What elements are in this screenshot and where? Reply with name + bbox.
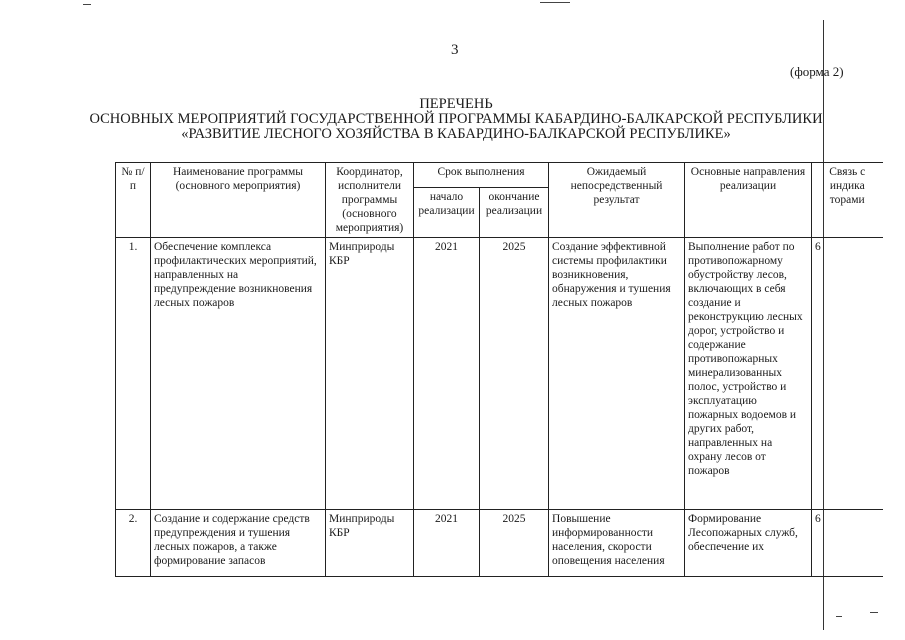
row-directions: Выполнение работ по противопожарному обустройству лесов, включающих в себя создание и реконструкцию лесных дорог, устройство и содержание противопожарных минерализованных полос, устройство и эксплуатацию пожарных водоемов и других работ, направленных на охрану лесов от пожаров [685,238,812,510]
header-name: Наименование программы (основного мероприятия) [151,163,326,238]
measures-table [115,162,883,577]
row-name: Создание и содержание средств предупреждения и тушения лесных пожаров, а также формирование запасов [151,510,326,577]
row-start: 2021 [414,510,480,577]
row-num: 2. [116,510,151,577]
title-line-3: «РАЗВИТИЕ ЛЕСНОГО ХОЗЯЙСТВА В КАБАРДИНО-БАЛКАРСКОЙ РЕСПУБЛИКЕ» [181,126,731,142]
scan-speck [870,612,878,613]
row-expected: Создание эффективной системы профилактики возникновения, обнаружения и тушения лесных пожаров [549,238,685,510]
header-links: Связь с индика торами [812,163,883,238]
row-coordinator: Минприроды КБР [326,238,414,510]
header-end: окончание реализации [480,188,549,238]
row-end: 2025 [480,510,549,577]
header-row [116,163,883,188]
row-directions: Формирование Лесопожарных служб, обеспечение их [685,510,812,577]
row-expected: Повышение информированности населения, скорости оповещения населения [549,510,685,577]
row-name: Обеспечение комплекса профилактических мероприятий, направленных на предупреждение возникновения лесных пожаров [151,238,326,510]
row-end: 2025 [480,238,549,510]
header-coordinator: Координатор, исполнители программы (основного мероприятия) [326,163,414,238]
header-directions: Основные направления реализации [685,163,812,238]
header-num: № п/п [116,163,151,238]
scan-speck [540,2,570,3]
form-label: (форма 2) [790,64,844,79]
row-links: 6 [812,510,883,577]
scan-speck [83,4,91,5]
page-number: 3 [451,42,459,58]
header-expected: Ожидаемый непосредственный результат [549,163,685,238]
header-start: начало реализации [414,188,480,238]
title-line-2: ОСНОВНЫХ МЕРОПРИЯТИЙ ГОСУДАРСТВЕННОЙ ПРОГРАММЫ КАБАРДИНО-БАЛКАРСКОЙ РЕСПУБЛИКИ [89,111,823,127]
row-start: 2021 [414,238,480,510]
title-line-1: ПЕРЕЧЕНЬ [419,96,493,112]
row-num: 1. [116,238,151,510]
document-title [0,97,905,142]
table-row [116,510,883,577]
table-row [116,238,883,510]
scan-speck [836,616,842,617]
row-links: 6 [812,238,883,510]
row-coordinator: Минприроды КБР [326,510,414,577]
header-period: Срок выполнения [414,163,549,188]
